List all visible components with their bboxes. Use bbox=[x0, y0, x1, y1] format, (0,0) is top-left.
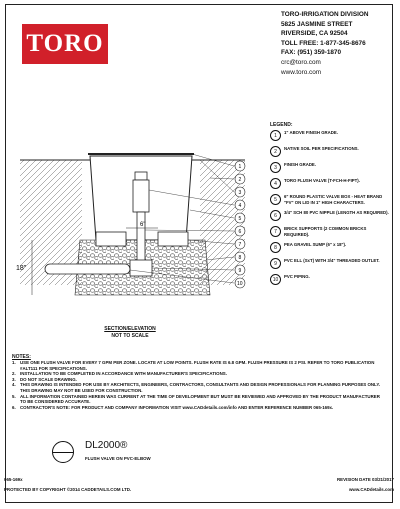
note-item bbox=[12, 382, 384, 393]
note-number: 5. bbox=[12, 393, 16, 399]
legend-number: 3 bbox=[270, 162, 281, 173]
revision-date: REVISION DATE 03/21/2017 bbox=[336, 477, 394, 482]
legend-item bbox=[270, 130, 390, 141]
legend-title: LEGEND: bbox=[270, 122, 293, 128]
note-item bbox=[12, 394, 384, 405]
flush-valve-body bbox=[133, 180, 149, 212]
legend-number: 6 bbox=[270, 210, 281, 221]
note-number: 1. bbox=[12, 360, 16, 365]
legend-item bbox=[270, 258, 390, 269]
svg-text:2: 2 bbox=[238, 177, 242, 183]
legend-text: 3/4" SCH 80 PVC NIPPLE (LENGTH AS REQUIRED). bbox=[284, 210, 389, 216]
detail-symbol bbox=[52, 441, 74, 463]
legend-text: BRICK SUPPORTS (2 COMMON BRICKS REQUIRED). bbox=[284, 226, 367, 237]
contact-division: TORO-IRRIGATION DIVISION bbox=[281, 11, 369, 18]
legend-text: 1" ABOVE FINISH GRADE. bbox=[284, 130, 338, 135]
note-text: ALL INFORMATION CONTAINED HEREIN WAS CURRENT AT THE TIME OF DEVELOPMENT BUT MUST BE REVIEWED AND APPROVED BY THE PRODUCT MANUFACTURER TO BE CONSIDERED ACCURATE. bbox=[20, 393, 380, 405]
note-item bbox=[12, 360, 384, 371]
contact-city: RIVERSIDE, CA 92504 bbox=[281, 30, 348, 38]
width-dimension-label: 6" bbox=[140, 222, 146, 228]
legend-number: 4 bbox=[270, 178, 281, 189]
legend-text: PEA GRAVEL SUMP (6" x 18"). bbox=[284, 242, 347, 248]
contact-phone: TOLL FREE: 1-877-345-8676 bbox=[281, 39, 366, 47]
note-text: THIS DRAWING IS INTENDED FOR USE BY ARCHITECTS, ENGINEERS, CONTRACTORS, CONSULTANTS AND DESIGN PROFESSIONALS FOR PLANNING PURPOSES ONLY. THIS DRAWING MAY NOT BE USED FOR CONSTRUCTION. bbox=[20, 382, 380, 393]
legend-text: TORO FLUSH VALVE (T-FCH-H-FIPT). bbox=[284, 178, 360, 183]
legend-number: 7 bbox=[270, 226, 281, 237]
legend-number: 1 bbox=[270, 130, 281, 141]
website-link[interactable]: www.CADdetails.com bbox=[349, 487, 394, 492]
contact-fax: FAX: (951) 359-1870 bbox=[281, 49, 342, 57]
brick-left bbox=[96, 232, 126, 246]
legend-number: 10 bbox=[270, 274, 281, 285]
notes bbox=[12, 354, 384, 410]
legend-text: 6" ROUND PLASTIC VALVE BOX - HEAT BRAND "FV" ON LID IN 1" HIGH CHARACTERS. bbox=[284, 194, 383, 205]
legend-number: 8 bbox=[270, 242, 281, 253]
legend-item bbox=[270, 194, 390, 205]
svg-text:4: 4 bbox=[238, 203, 242, 209]
svg-text:1: 1 bbox=[238, 164, 242, 170]
note-item bbox=[12, 405, 384, 411]
svg-text:7: 7 bbox=[238, 242, 242, 248]
caption-title: SECTION/ELEVATION bbox=[104, 326, 156, 332]
svg-text:10: 10 bbox=[237, 281, 243, 287]
legend-number: 2 bbox=[270, 146, 281, 157]
note-number: 4. bbox=[12, 382, 16, 388]
pvc-pipe bbox=[45, 264, 130, 274]
flush-valve-cap bbox=[135, 172, 147, 180]
legend-item bbox=[270, 226, 390, 237]
svg-text:5: 5 bbox=[238, 216, 242, 222]
svg-text:6: 6 bbox=[238, 229, 242, 235]
legend-item bbox=[270, 178, 390, 189]
note-number: 3. bbox=[12, 376, 16, 382]
legend-item bbox=[270, 162, 390, 173]
legend-number: 5 bbox=[270, 194, 281, 205]
caption-scale-note: NOT TO SCALE bbox=[111, 333, 149, 339]
svg-text:9: 9 bbox=[238, 268, 242, 274]
contact-website: www.toro.com bbox=[281, 68, 322, 76]
legend-text: NATIVE SOIL PER SPECIFICATIONS. bbox=[284, 146, 359, 151]
pvc-nipple bbox=[137, 212, 145, 264]
note-text: CONTRACTOR'S NOTE: FOR PRODUCT AND COMPANY INFORMATION VISIT www.CADdetails.com/info AND ENTER REFERENCE NUMBER 065-169x. bbox=[20, 404, 334, 410]
legend-item bbox=[270, 242, 390, 253]
legend-number: 9 bbox=[270, 258, 281, 269]
toro-logo bbox=[22, 24, 108, 64]
legend-item bbox=[270, 210, 390, 221]
drawing-caption bbox=[80, 326, 180, 340]
reference-number: 065-169x bbox=[4, 477, 23, 482]
depth-dimension-label: 18" bbox=[16, 265, 27, 272]
model-title: DL2000® bbox=[85, 440, 128, 451]
legend-item bbox=[270, 274, 390, 285]
note-text: DO NOT SCALE DRAWING. bbox=[20, 376, 77, 382]
legend-text: PVC ELL (SxT) WITH 3/4" THREADED OUTLET. bbox=[284, 258, 380, 264]
note-number: 2. bbox=[12, 371, 16, 377]
legend-text: PVC PIPING. bbox=[284, 274, 310, 280]
legend-text: FINISH GRADE. bbox=[284, 162, 316, 167]
drawing-subtitle: FLUSH VALVE ON PVC-ELBOW bbox=[85, 456, 151, 461]
copyright-text: PROTECTED BY COPYRIGHT ©2014 CADDETAILS.COM LTD. bbox=[4, 487, 132, 492]
legend bbox=[270, 122, 390, 290]
contact-street: 5825 JASMINE STREET bbox=[281, 20, 353, 28]
notes-title: NOTES: bbox=[12, 354, 31, 360]
legend-item bbox=[270, 146, 390, 157]
note-text: INSTALLATION TO BE COMPLETED IN ACCORDANCE WITH MANUFACTURER'S SPECIFICATIONS. bbox=[20, 371, 227, 377]
svg-text:3: 3 bbox=[238, 190, 242, 196]
logo-text: TORO bbox=[26, 30, 104, 57]
svg-text:8: 8 bbox=[238, 255, 242, 261]
brick-right bbox=[158, 232, 188, 246]
contact-email: crc@toro.com bbox=[281, 58, 321, 66]
note-text: USE ONE FLUSH VALVE FOR EVERY 7 GPM PER ZONE. LOCATE AT LOW POINTS. FLUSH RATE IS 6.8 GPM. FLUSH PRESSURE IS 2 PSI. REFER TO TORO PUBLICATION #ALT111 FOR SPECIFICATIONS. bbox=[20, 360, 375, 371]
contact-block bbox=[281, 10, 399, 77]
pvc-ell bbox=[130, 260, 152, 276]
section-drawing bbox=[10, 120, 272, 348]
note-number: 6. bbox=[12, 404, 16, 410]
